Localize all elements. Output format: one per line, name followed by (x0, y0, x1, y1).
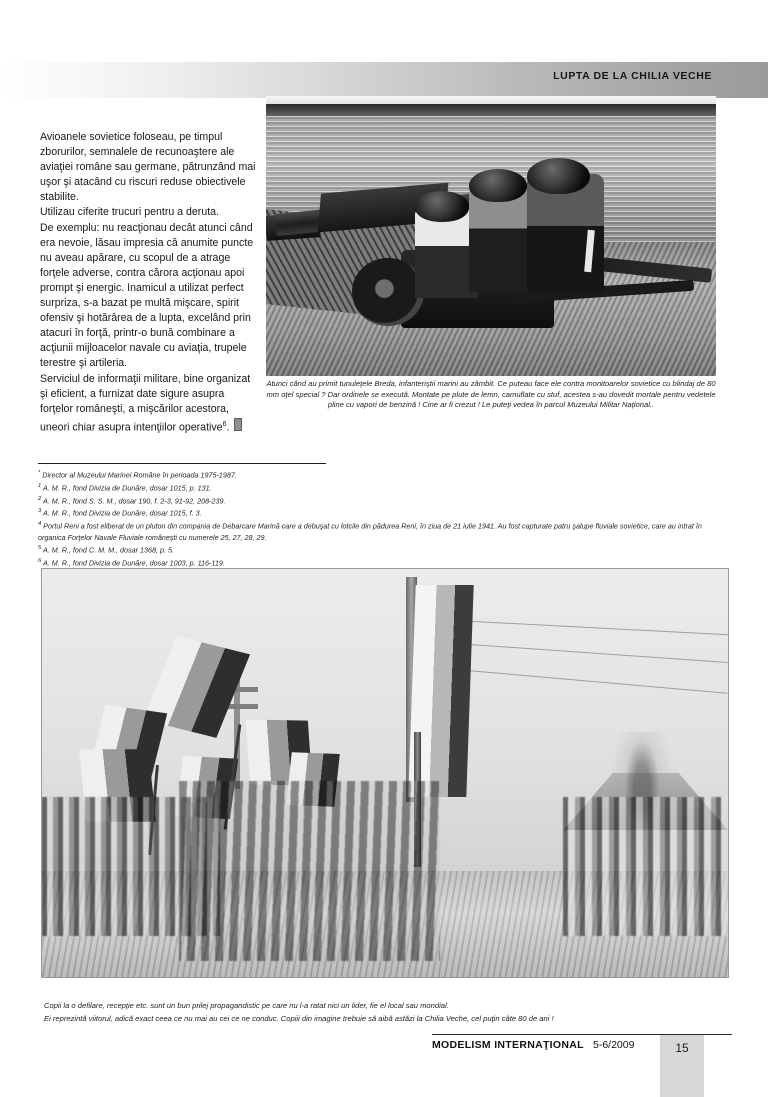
figure-parade-photo (41, 568, 729, 978)
footnote-marker: 2 (38, 495, 42, 502)
photo1-helmet-right (527, 158, 590, 194)
footnote-item (38, 494, 728, 507)
footnote-marker: 4 (38, 521, 42, 528)
photo1-gun-wheel (352, 258, 424, 325)
footnote-list (38, 468, 728, 569)
page-title: LUPTA DE LA CHILIA VECHE (553, 70, 712, 82)
footnote-text: A. M. R., fond Divizia de Dunăre, dosar 1003, p. 116-119. (42, 558, 225, 568)
figure-parade-caption-line-1: Copii la o defilare, recepţie etc. sunt un bun prilej propagandistic pe care nu l-a ratat nici un lider, fie el local sau mondial. (44, 1001, 449, 1010)
photo1-helmet-middle (469, 169, 528, 203)
footnote-marker: 3 (38, 508, 42, 515)
footnote-text: Director al Muzeului Marinei Române în perioada 1975-1987. (42, 470, 237, 480)
page-number: 15 (675, 1041, 689, 1055)
footnote-marker-inline: 6 (222, 420, 227, 428)
end-of-article-mark (234, 418, 242, 431)
footnote-text: A. M. R., fond Divizia de Dunăre, dosar 1015, f. 3. (42, 508, 202, 518)
footer-brand: MODELISM INTERNAŢIONAL (432, 1039, 584, 1051)
footnote-marker: 6 (38, 558, 42, 565)
photo1-helmet-left (415, 191, 469, 222)
article-paragraph-4: Serviciul de informaţii militare, bine organizat şi eficient, a furnizat date sigure asupra forţelor româneşti, a mişcărilor acestora, uneori chiar asupra intenţiilor operative$^6$. (40, 372, 251, 434)
article-body (40, 130, 258, 435)
photo2-crowd-right (563, 797, 728, 936)
footnote-marker: 1 (38, 482, 42, 489)
footnote-text: A. M. R., fond S. S. M., dosar 190, f. 2-3, 91-92, 208-239. (42, 495, 226, 505)
figure-artillery-caption: Atunci când au primit tunuleţele Breda, infanteriştii marini au zâmbit. Ce puteau face ele contra monitoarelor sovietice cu blindaj de 80 mm oţel special ? Dar ordinele se execută. Montate pe plute de lemn, camuflate cu stuf, acestea s-au dovedit mortale pentru vedetele pline cu vapori de benzină ! Cine ar fi crezut ! Le puteţi vedea în parcul Muzeului Militar Naţional.. (266, 379, 716, 409)
figure-artillery-photo (266, 96, 716, 376)
article-paragraph-1: Avioanele sovietice foloseau, pe timpul zborurilor, semnalele de recunoaştere ale aviaţiei române sau germane, pătrunzând mai uşor şi atacând cu riscuri reduse obiectivele stabilite. (40, 131, 256, 204)
footnote-separator-rule (38, 463, 326, 464)
footnote-marker: * (38, 470, 41, 476)
article-paragraph-2: Utilizau ciferite trucuri pentru a deruta. (40, 206, 219, 219)
photo2-marching-column (179, 781, 440, 961)
figure-parade-caption (44, 1000, 734, 1025)
footnote-item (38, 506, 728, 519)
footnote-text: Portul Reni a fost eliberat de un pluton din compania de Debarcare Marină care a debuşat cu lotcile din pădurea Reni, în ziua de 21 iulie 1941. Au fost capturate patru şalupe fluviale sovietice, care au intrat în organica Forţelor Navale Fluviale româneşti cu numerele 25, 27, 28, 29. (38, 521, 702, 542)
footnote-item (38, 468, 728, 481)
footnote-marker: 5 (38, 545, 42, 552)
figure-parade-caption-line-2: Ei reprezintă viitorul, adică exact ceea ce nu mai au cei ce ne conduc. Copiii din imagine trebuie să aibă astăzi la Chilia Veche, cel puţin câte 80 de ani ! (44, 1013, 554, 1023)
article-paragraph-3: De exemplu: nu reacţionau decât atunci când era nevoie, lăsau impresia că anumite puncte nu aveau apărare, cu scopul de a atrage forţele adverse, contra cărora acţionau apoi prompt şi energic. Inamicul a utilizat perfect surpriza, s-a bazat pe multă mişcare, spirit ofensiv şi hotărârea de a lupta, excelând prin atacuri în forţă, printr-o bună combinare a acţiunii mijloacelor navale cu aviaţia, trupele terestre şi artileria. (40, 221, 254, 370)
footnote-item (38, 519, 728, 543)
footnote-text: A. M. R., fond Divizia de Dunăre, dosar 1015, p. 131. (42, 483, 212, 493)
article-paragraph-4-text: Serviciul de informaţii militare, bine organizat şi eficient, a furnizat date sigure asupra forţelor româneşti, a mişcărilor acestora, uneori chiar asupra intenţiilor operative (40, 372, 251, 434)
footnote-item (38, 543, 728, 556)
footnote-item (38, 481, 728, 494)
footnote-text: A. M. R., fond C. M. M., dosar 1368, p. 5. (42, 545, 174, 555)
footer-issue: 5-6/2009 (593, 1039, 635, 1051)
